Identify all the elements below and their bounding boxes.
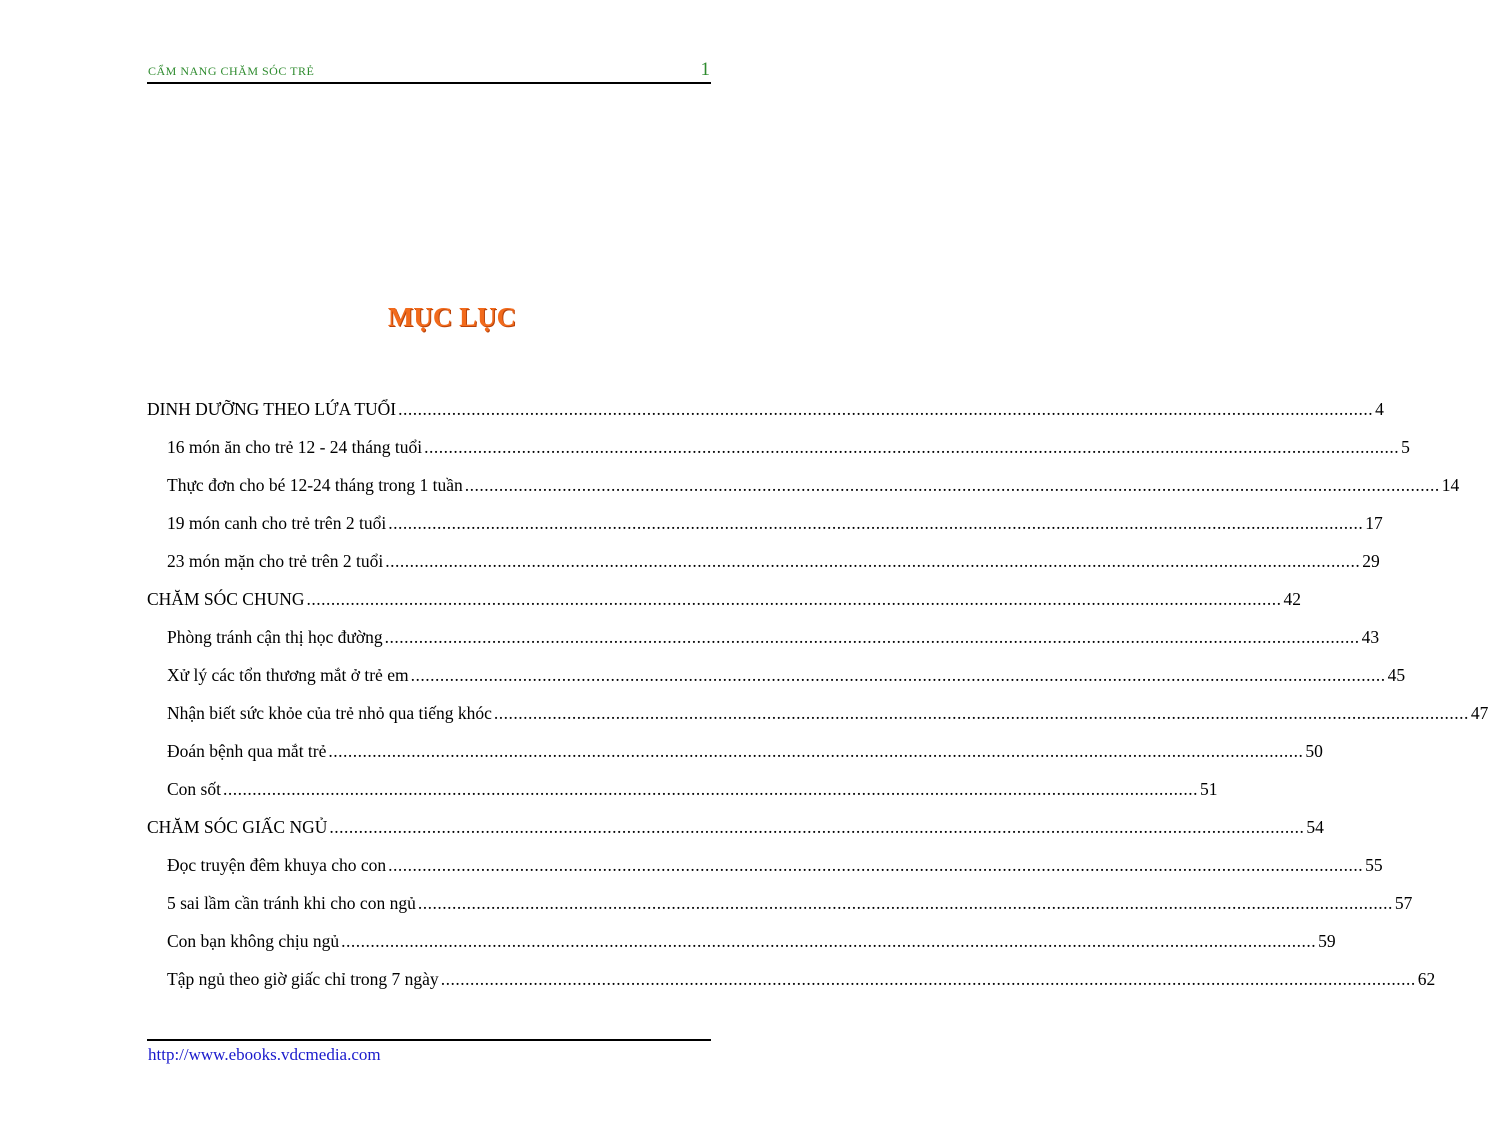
- toc-leader-dots: ........................................................................................................................................................................................................: [306, 589, 1282, 609]
- toc-entry[interactable]: [147, 509, 1383, 547]
- toc-entry-page: 45: [1387, 665, 1406, 685]
- toc-entry-page: 4: [1375, 399, 1384, 419]
- toc-entry[interactable]: [147, 547, 1380, 585]
- toc-entry-label: DINH DƯỠNG THEO LỨA TUỔI: [147, 399, 397, 419]
- toc-entry-page: 62: [1417, 969, 1436, 989]
- toc-leader-dots: ........................................................................................................................................................................................................: [440, 969, 1416, 989]
- toc-entry-page: 29: [1362, 551, 1380, 571]
- toc-section-entry[interactable]: [147, 395, 1384, 433]
- toc-entry-label: 5 sai lầm cần tránh khi cho con ngủ: [167, 893, 416, 913]
- toc-entry[interactable]: [147, 851, 1383, 889]
- toc-entry-label: 16 món ăn cho trẻ 12 - 24 tháng tuổi: [167, 437, 423, 457]
- toc-entry-label: Nhận biết sức khỏe của trẻ nhỏ qua tiếng khóc: [167, 703, 492, 723]
- toc-entry-page: 59: [1318, 931, 1336, 951]
- toc-entry-label: Con sốt: [167, 779, 221, 799]
- toc-entry-page: 57: [1394, 893, 1413, 913]
- toc-section-entry[interactable]: [147, 813, 1324, 851]
- toc-entry-page: 47: [1470, 703, 1488, 723]
- toc-leader-dots: ........................................................................................................................................................................................................: [388, 513, 1364, 533]
- toc-leader-dots: ........................................................................................................................................................................................................: [385, 551, 1361, 571]
- toc-entry[interactable]: [147, 889, 1413, 927]
- toc-leader-dots: ........................................................................................................................................................................................................: [493, 703, 1469, 723]
- toc-heading: MỤC LỤC: [387, 302, 517, 332]
- toc-entry-label: 23 món mặn cho trẻ trên 2 tuổi: [167, 551, 384, 571]
- toc-entry-label: 19 món canh cho trẻ trên 2 tuổi: [167, 513, 387, 533]
- toc-entry-page: 17: [1365, 513, 1383, 533]
- toc-entry-page: 51: [1199, 779, 1218, 799]
- toc-entry[interactable]: [147, 661, 1406, 699]
- toc-entry[interactable]: [147, 623, 1380, 661]
- toc-entry[interactable]: [147, 737, 1323, 775]
- toc-entry[interactable]: [147, 699, 1488, 737]
- toc-entry-page: 55: [1365, 855, 1383, 875]
- toc-entry-page: 42: [1283, 589, 1302, 609]
- toc-entry-label: CHĂM SÓC CHUNG: [147, 589, 305, 609]
- toc-entry[interactable]: [147, 433, 1410, 471]
- footer-url-link[interactable]: http://www.ebooks.vdcmedia.com: [148, 1045, 381, 1064]
- toc-entry-label: Tập ngủ theo giờ giấc chỉ trong 7 ngày: [167, 969, 439, 989]
- toc-leader-dots: ........................................................................................................................................................................................................: [328, 741, 1304, 761]
- toc-entry[interactable]: [147, 965, 1436, 1003]
- toc-leader-dots: ........................................................................................................................................................................................................: [384, 627, 1360, 647]
- page-number: 1: [700, 59, 710, 80]
- page-footer: [147, 1039, 711, 1064]
- toc-entry-label: Đọc truyện đêm khuya cho con: [167, 855, 387, 875]
- toc-leader-dots: ........................................................................................................................................................................................................: [341, 931, 1317, 951]
- toc-entry-page: 5: [1401, 437, 1410, 457]
- toc-leader-dots: ........................................................................................................................................................................................................: [329, 817, 1305, 837]
- toc-leader-dots: ........................................................................................................................................................................................................: [417, 893, 1393, 913]
- toc-entry[interactable]: [147, 927, 1336, 965]
- page-header: [147, 58, 711, 84]
- table-of-contents: [147, 395, 1488, 1003]
- running-header-title: CẨM NANG CHĂM SÓC TRẺ: [148, 64, 315, 78]
- toc-entry-label: Đoán bệnh qua mắt trẻ: [167, 741, 327, 761]
- toc-leader-dots: ........................................................................................................................................................................................................: [398, 399, 1374, 419]
- toc-leader-dots: ........................................................................................................................................................................................................: [222, 779, 1198, 799]
- toc-entry-label: Xử lý các tổn thương mắt ở trẻ em: [167, 665, 409, 685]
- toc-entry-page: 14: [1441, 475, 1460, 495]
- toc-entry-label: Phòng tránh cận thị học đường: [167, 627, 383, 647]
- toc-entry-label: Thực đơn cho bé 12-24 tháng trong 1 tuần: [167, 475, 463, 495]
- toc-section-entry[interactable]: [147, 585, 1302, 623]
- toc-entry-label: CHĂM SÓC GIẤC NGỦ: [147, 817, 328, 837]
- toc-entry[interactable]: [147, 471, 1460, 509]
- toc-entry-page: 50: [1305, 741, 1323, 761]
- toc-entry-label: Con bạn không chịu ngủ: [167, 931, 340, 951]
- toc-leader-dots: ........................................................................................................................................................................................................: [410, 665, 1386, 685]
- toc-entry-page: 43: [1361, 627, 1380, 647]
- toc-entry[interactable]: [147, 775, 1218, 813]
- toc-leader-dots: ........................................................................................................................................................................................................: [424, 437, 1400, 457]
- toc-leader-dots: ........................................................................................................................................................................................................: [464, 475, 1440, 495]
- toc-leader-dots: ........................................................................................................................................................................................................: [388, 855, 1364, 875]
- toc-entry-page: 54: [1306, 817, 1324, 837]
